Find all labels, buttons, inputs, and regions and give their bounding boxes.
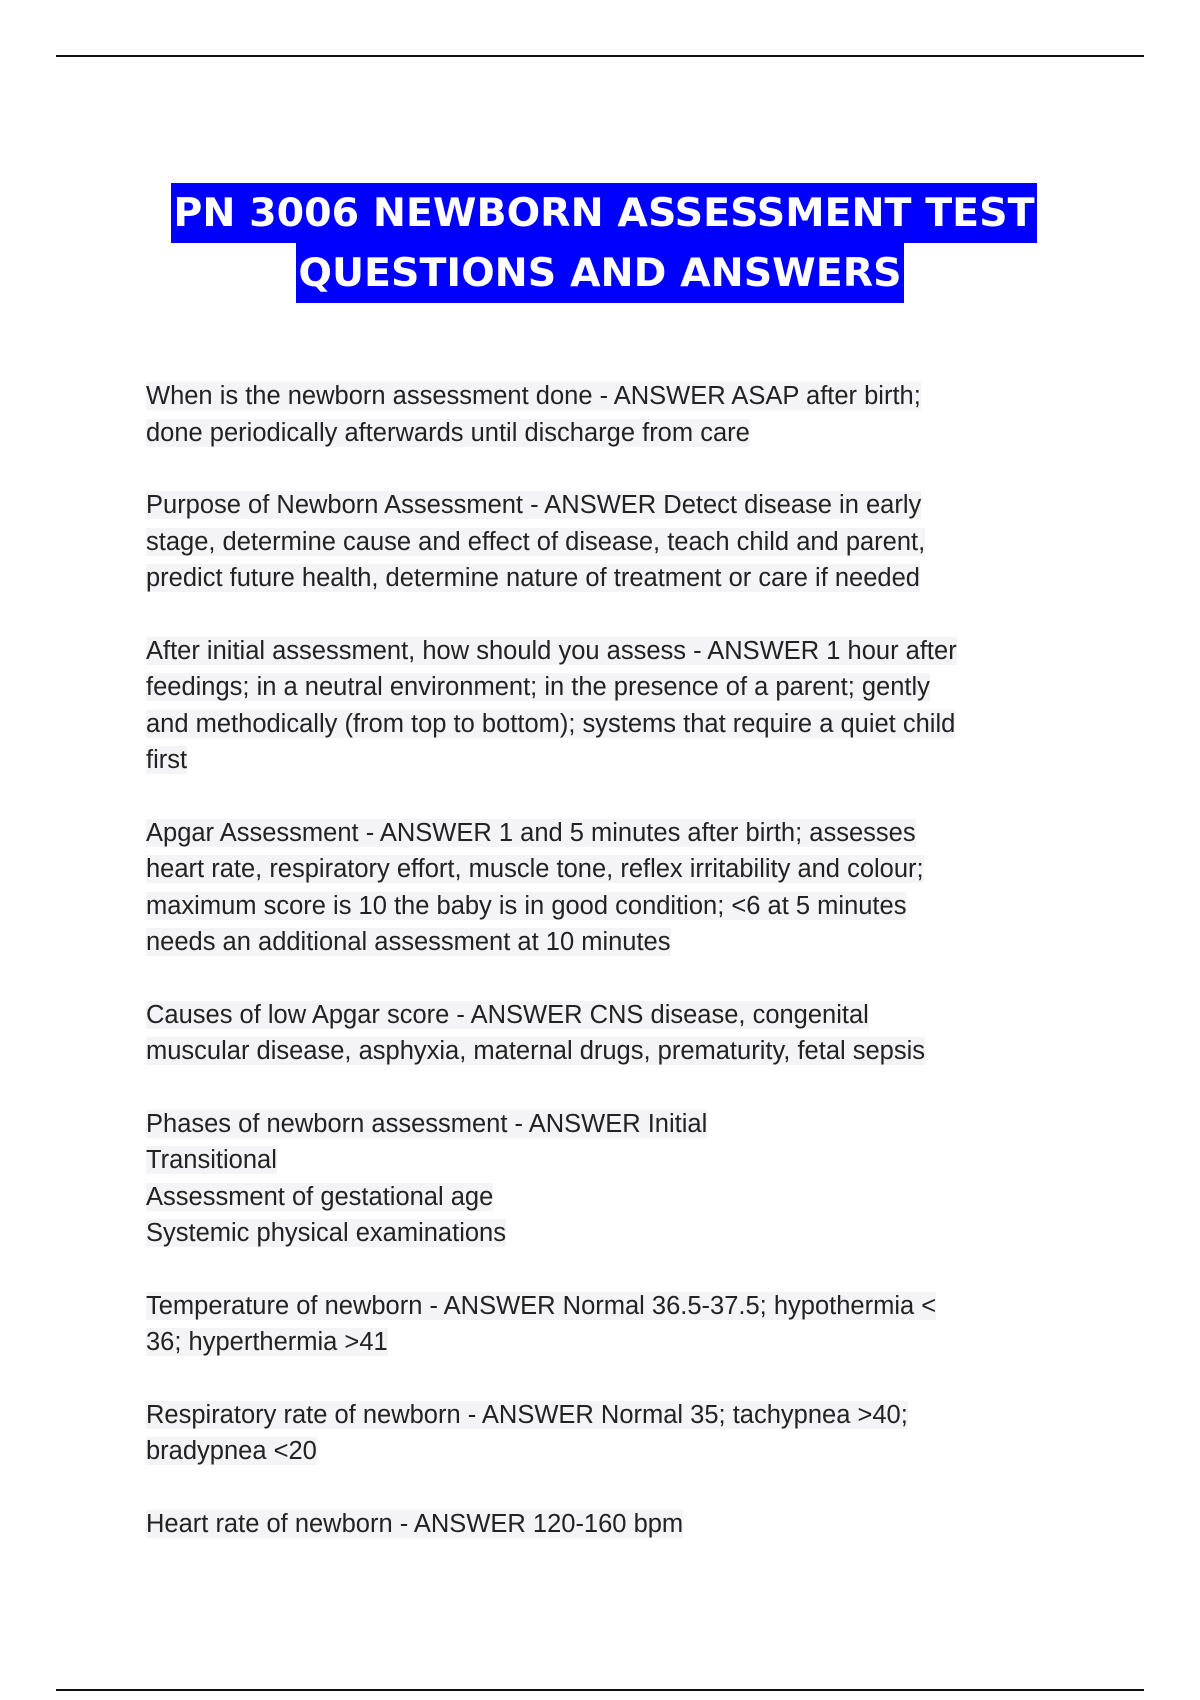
- qa-line-text: Heart rate of newborn - ANSWER 120-160 bpm: [146, 1509, 684, 1538]
- qa-line: [146, 1179, 1066, 1216]
- qa-line: [146, 924, 1066, 961]
- qa-item: [146, 815, 1066, 961]
- qa-line: [146, 1288, 1066, 1325]
- qa-line: [146, 815, 1066, 852]
- qa-line-text: predict future health, determine nature of treatment or care if needed: [146, 564, 920, 592]
- qa-line: [146, 888, 1066, 925]
- qa-line: [146, 669, 1066, 706]
- qa-line-text: 36; hyperthermia >41: [146, 1328, 388, 1356]
- qa-line: [146, 1324, 1066, 1361]
- qa-line: [146, 706, 1066, 743]
- qa-item: [146, 997, 1066, 1070]
- qa-item: [146, 1506, 1066, 1543]
- qa-line-text: and methodically (from top to bottom); systems that require a quiet child: [146, 709, 956, 738]
- qa-line-text: first: [146, 746, 188, 774]
- qa-line-text: Temperature of newborn - ANSWER Normal 36.5-37.5; hypothermia <: [146, 1291, 937, 1320]
- qa-line: [146, 742, 1066, 779]
- qa-line: [146, 1106, 1066, 1143]
- qa-line-text: After initial assessment, how should you assess - ANSWER 1 hour after: [146, 636, 957, 665]
- qa-line-text: stage, determine cause and effect of disease, teach child and parent,: [146, 527, 926, 556]
- qa-line: [146, 1033, 1066, 1070]
- qa-line-text: Purpose of Newborn Assessment - ANSWER Detect disease in early: [146, 491, 922, 519]
- qa-line-text: heart rate, respiratory effort, muscle tone, reflex irritability and colour;: [146, 855, 924, 883]
- qa-line: [146, 997, 1066, 1034]
- qa-line-text: Causes of low Apgar score - ANSWER CNS disease, congenital: [146, 1000, 869, 1029]
- title-line-1: PN 3006 NEWBORN ASSESSMENT TEST: [171, 183, 1036, 243]
- qa-line-text: Respiratory rate of newborn - ANSWER Normal 35; tachypnea >40;: [146, 1400, 908, 1429]
- page-title: [0, 183, 1200, 303]
- qa-line: [146, 1397, 1066, 1434]
- qa-line-text: When is the newborn assessment done - ANSWER ASAP after birth;: [146, 382, 921, 410]
- qa-line-text: muscular disease, asphyxia, maternal drugs, prematurity, fetal sepsis: [146, 1037, 926, 1065]
- qa-line-text: Transitional: [146, 1146, 277, 1174]
- top-divider: [56, 55, 1144, 57]
- qa-line-text: needs an additional assessment at 10 minutes: [146, 928, 671, 956]
- qa-line-text: Systemic physical examinations: [146, 1219, 506, 1247]
- qa-item: [146, 1397, 1066, 1470]
- qa-item: [146, 1106, 1066, 1252]
- qa-line: [146, 1215, 1066, 1252]
- qa-item: [146, 633, 1066, 779]
- qa-line: [146, 560, 1066, 597]
- qa-line-text: bradypnea <20: [146, 1437, 317, 1465]
- qa-line: [146, 378, 1066, 415]
- bottom-divider: [56, 1689, 1144, 1691]
- qa-line: [146, 1142, 1066, 1179]
- qa-line: [146, 851, 1066, 888]
- qa-line: [146, 633, 1066, 670]
- qa-line-text: Apgar Assessment - ANSWER 1 and 5 minutes after birth; assesses: [146, 818, 916, 847]
- qa-item: [146, 1288, 1066, 1361]
- qa-line: [146, 487, 1066, 524]
- qa-item: [146, 487, 1066, 597]
- qa-list: [146, 378, 1066, 1578]
- title-line-2: QUESTIONS AND ANSWERS: [296, 243, 903, 303]
- qa-line-text: done periodically afterwards until discharge from care: [146, 418, 750, 447]
- qa-line-text: feedings; in a neutral environment; in the presence of a parent; gently: [146, 673, 930, 701]
- qa-line: [146, 1433, 1066, 1470]
- qa-line: [146, 1506, 1066, 1543]
- qa-line: [146, 524, 1066, 561]
- qa-line-text: maximum score is 10 the baby is in good condition; <6 at 5 minutes: [146, 891, 907, 920]
- qa-line: [146, 415, 1066, 452]
- qa-line-text: Phases of newborn assessment - ANSWER Initial: [146, 1109, 708, 1138]
- qa-item: [146, 378, 1066, 451]
- qa-line-text: Assessment of gestational age: [146, 1182, 494, 1211]
